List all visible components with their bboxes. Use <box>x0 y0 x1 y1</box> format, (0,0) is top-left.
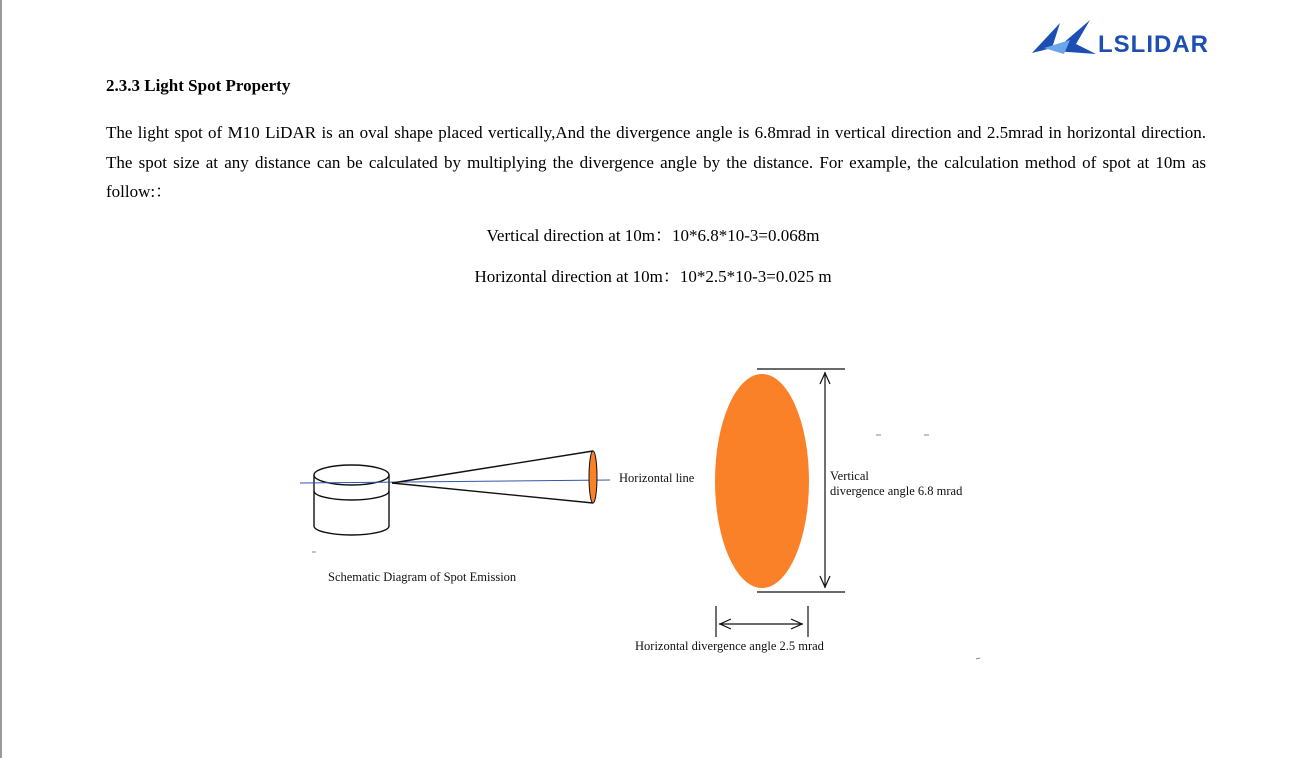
section-title: 2.3.3 Light Spot Property <box>106 76 291 95</box>
lidar-device-icon <box>314 465 389 535</box>
horizontal-divergence-label: Horizontal divergence angle 2.5 mrad <box>635 639 824 653</box>
light-spot-oval <box>715 374 809 588</box>
body-paragraph: The light spot of M10 LiDAR is an oval shape placed vertically,And the divergence angle is 6.8mrad in vertical direction and 2.5mrad in horizontal direction. The spot size at any distance can be calculated by multiplying the divergence angle by the distance. For example, the calculation method of spot at 10m as follow:： <box>106 123 1206 201</box>
brand-name: LSLIDAR <box>1098 31 1209 58</box>
horizontal-dimension <box>716 606 808 637</box>
formula-horizontal: Horizontal direction at 10m：10*2.5*10-3=0.025 m <box>474 267 832 286</box>
emission-cone <box>392 451 593 503</box>
vertical-label-line1: Vertical <box>830 469 869 483</box>
horizontal-line-label: Horizontal line <box>619 471 695 485</box>
formula-vertical: Vertical direction at 10m：10*6.8*10-3=0.068m <box>486 226 820 245</box>
vertical-label-line2: divergence angle 6.8 mrad <box>830 484 963 498</box>
scan-artifacts <box>312 435 980 659</box>
diagram-caption: Schematic Diagram of Spot Emission <box>328 570 517 584</box>
small-spot-icon <box>589 451 597 503</box>
